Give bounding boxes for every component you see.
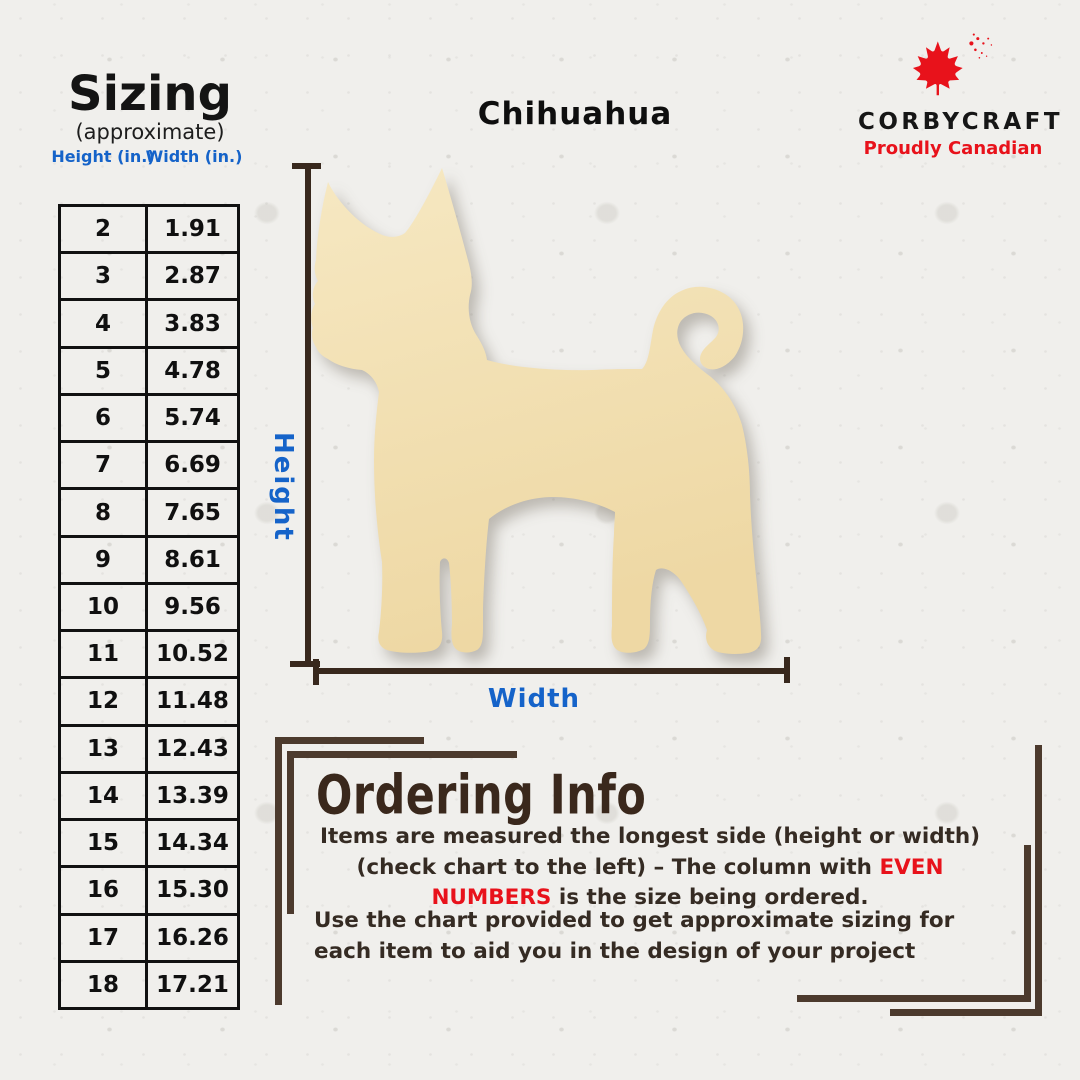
- width-dimension-label: Width: [487, 684, 581, 714]
- height-cell: 8: [60, 489, 147, 536]
- width-cell: 10.52: [147, 631, 239, 678]
- brand-name: CORBYCRAFT: [858, 109, 1064, 135]
- size-row: [60, 442, 239, 489]
- width-cell: 3.83: [147, 300, 239, 347]
- height-cell: 5: [60, 347, 147, 394]
- sizing-subtitle: (approximate): [75, 120, 225, 144]
- ordering-paragraph-2: Use the chart provided to get approximate sizing for each item to aid you in the design of your project: [314, 908, 955, 964]
- size-row: [60, 961, 239, 1008]
- height-cell: 18: [60, 961, 147, 1008]
- size-row: [60, 583, 239, 630]
- size-row: [60, 725, 239, 772]
- height-cell: 3: [60, 253, 147, 300]
- ordering-p1-tail: is the size being ordered.: [551, 885, 869, 911]
- height-cell: 15: [60, 820, 147, 867]
- size-table: [58, 204, 240, 1010]
- size-row: [60, 772, 239, 819]
- width-cell: 8.61: [147, 536, 239, 583]
- size-row: [60, 631, 239, 678]
- width-cell: 15.30: [147, 867, 239, 914]
- width-cell: 13.39: [147, 772, 239, 819]
- size-row: [60, 914, 239, 961]
- height-cell: 10: [60, 583, 147, 630]
- size-row: [60, 678, 239, 725]
- ordering-paragraph-1: [300, 822, 1000, 914]
- paint-splatter: [969, 34, 992, 59]
- size-row: [60, 206, 239, 253]
- width-cell: 1.91: [147, 206, 239, 253]
- size-row: [60, 867, 239, 914]
- height-cell: 7: [60, 442, 147, 489]
- ordering-p1-highlight: EVEN NUMBERS: [431, 854, 944, 911]
- width-cell: 2.87: [147, 253, 239, 300]
- height-cell: 14: [60, 772, 147, 819]
- ordering-p1-text: Items are measured the longest side (height or width) (check chart to the left) – The column with: [319, 824, 981, 880]
- size-row: [60, 253, 239, 300]
- width-cell: 9.56: [147, 583, 239, 630]
- chihuahua-cutout: [310, 165, 790, 665]
- height-cell: 4: [60, 300, 147, 347]
- width-cell: 16.26: [147, 914, 239, 961]
- size-row: [60, 820, 239, 867]
- size-row: [60, 300, 239, 347]
- height-cell: 6: [60, 394, 147, 441]
- height-cell: 16: [60, 867, 147, 914]
- width-cell: 17.21: [147, 961, 239, 1008]
- width-dimension-line: [315, 668, 785, 674]
- height-cell: 13: [60, 725, 147, 772]
- height-dimension-label: Height: [268, 432, 298, 542]
- height-cell: 12: [60, 678, 147, 725]
- height-cell: 17: [60, 914, 147, 961]
- brand-logo: [858, 33, 1064, 159]
- height-cell: 11: [60, 631, 147, 678]
- maple-leaf-icon: [895, 33, 1011, 105]
- width-cell: 11.48: [147, 678, 239, 725]
- sizing-title: Sizing: [68, 66, 232, 122]
- ordering-info-heading: Ordering Info: [316, 763, 647, 827]
- width-cell: 6.69: [147, 442, 239, 489]
- product-title: Chihuahua: [477, 96, 673, 132]
- width-column-header: Width (in.): [145, 147, 243, 166]
- height-cell: 2: [60, 206, 147, 253]
- size-row: [60, 489, 239, 536]
- size-row: [60, 347, 239, 394]
- size-row: [60, 394, 239, 441]
- size-row: [60, 536, 239, 583]
- width-cell: 14.34: [147, 820, 239, 867]
- size-table-body: [60, 206, 239, 1009]
- height-cell: 9: [60, 536, 147, 583]
- width-cell: 5.74: [147, 394, 239, 441]
- width-cell: 12.43: [147, 725, 239, 772]
- height-column-header: Height (in.): [51, 147, 155, 166]
- brand-tagline: Proudly Canadian: [863, 138, 1043, 159]
- width-cell: 4.78: [147, 347, 239, 394]
- width-cell: 7.65: [147, 489, 239, 536]
